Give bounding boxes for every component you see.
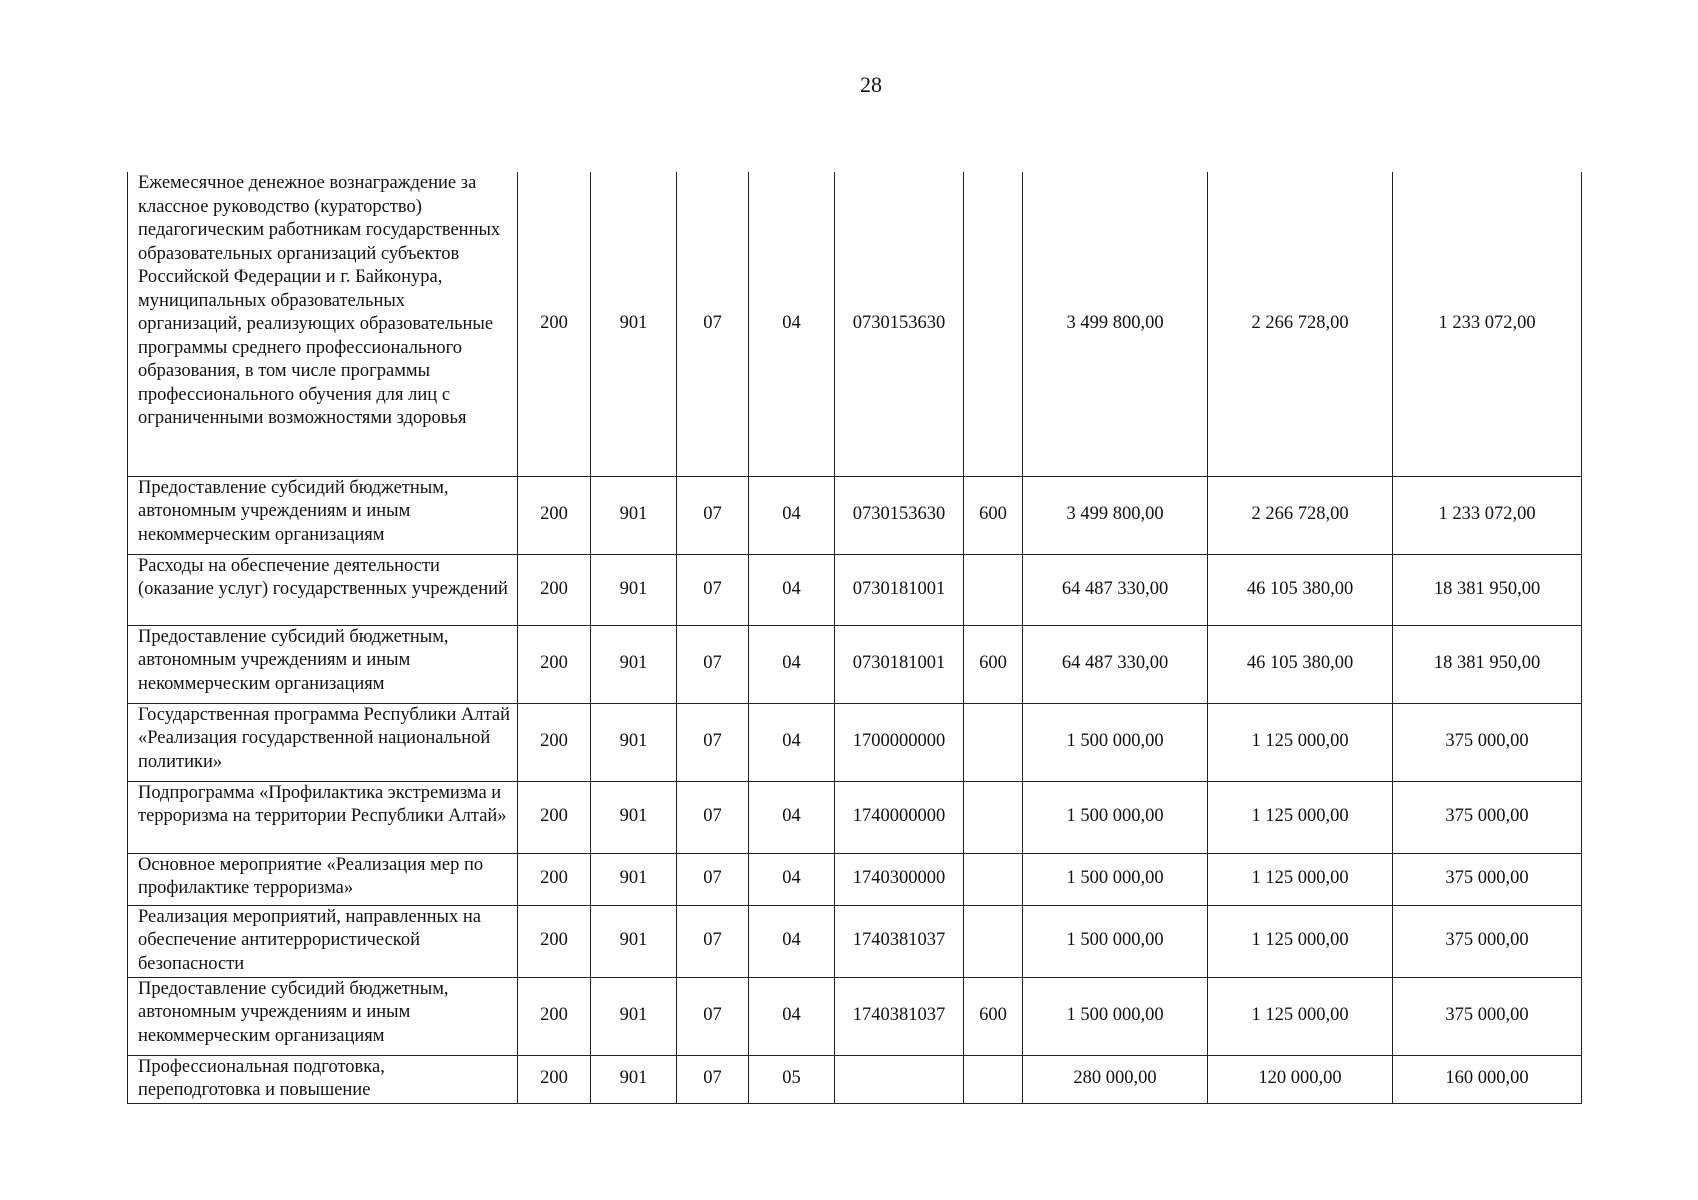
description-cell (128, 172, 518, 476)
description-cell (128, 1055, 518, 1103)
expense-type-cell (964, 781, 1023, 853)
total-amount-cell: 1 500 000,00 (1023, 977, 1208, 1055)
expense-type-cell: 600 (964, 977, 1023, 1055)
code-b-cell: 901 (591, 853, 677, 905)
total-amount-cell: 3 499 800,00 (1023, 476, 1208, 554)
target-article-cell (835, 1055, 964, 1103)
subsection-cell: 04 (749, 554, 835, 625)
code-b-cell: 901 (591, 625, 677, 703)
amount-2-cell: 375 000,00 (1393, 905, 1582, 977)
row-description: Расходы на обеспечение деятельности (оказание услуг) государственных учреждений (138, 555, 508, 599)
row-description: Государственная программа Республики Алтай «Реализация государственной национальной политики» (138, 704, 511, 772)
subsection-cell: 04 (749, 905, 835, 977)
code-b-cell: 901 (591, 703, 677, 781)
expense-type-cell: 600 (964, 625, 1023, 703)
description-cell (128, 554, 518, 625)
expense-type-cell (964, 703, 1023, 781)
expense-type-cell (964, 905, 1023, 977)
code-a-cell: 200 (518, 625, 591, 703)
amount-1-cell: 2 266 728,00 (1208, 172, 1393, 476)
subsection-cell: 04 (749, 172, 835, 476)
code-b-cell: 901 (591, 781, 677, 853)
subsection-cell: 04 (749, 781, 835, 853)
subsection-cell: 04 (749, 625, 835, 703)
subsection-cell: 05 (749, 1055, 835, 1103)
code-a-cell: 200 (518, 1055, 591, 1103)
expense-type-cell (964, 853, 1023, 905)
amount-1-cell: 46 105 380,00 (1208, 554, 1393, 625)
code-a-cell: 200 (518, 703, 591, 781)
description-cell (128, 781, 518, 853)
section-cell: 07 (677, 1055, 749, 1103)
table-row (128, 977, 1582, 1055)
expense-type-cell (964, 172, 1023, 476)
table-row (128, 781, 1582, 853)
target-article-cell: 1740300000 (835, 853, 964, 905)
description-cell (128, 853, 518, 905)
target-article-cell: 1740000000 (835, 781, 964, 853)
table-row (128, 625, 1582, 703)
row-description: Подпрограмма «Профилактика экстремизма и терроризма на территории Республики Алтай» (138, 782, 507, 826)
amount-2-cell: 18 381 950,00 (1393, 625, 1582, 703)
amount-2-cell: 375 000,00 (1393, 703, 1582, 781)
amount-1-cell: 120 000,00 (1208, 1055, 1393, 1103)
budget-table (127, 172, 1582, 1104)
description-cell (128, 905, 518, 977)
table-row (128, 172, 1582, 476)
description-cell (128, 977, 518, 1055)
target-article-cell: 0730153630 (835, 476, 964, 554)
section-cell: 07 (677, 172, 749, 476)
section-cell: 07 (677, 853, 749, 905)
expense-type-cell: 600 (964, 476, 1023, 554)
total-amount-cell: 1 500 000,00 (1023, 905, 1208, 977)
amount-2-cell: 1 233 072,00 (1393, 476, 1582, 554)
table-row (128, 703, 1582, 781)
total-amount-cell: 280 000,00 (1023, 1055, 1208, 1103)
amount-2-cell: 375 000,00 (1393, 977, 1582, 1055)
section-cell: 07 (677, 625, 749, 703)
description-cell (128, 625, 518, 703)
row-description: Основное мероприятие «Реализация мер по профилактике терроризма» (138, 854, 484, 898)
expense-type-cell (964, 554, 1023, 625)
subsection-cell: 04 (749, 853, 835, 905)
amount-2-cell: 375 000,00 (1393, 781, 1582, 853)
code-b-cell: 901 (591, 554, 677, 625)
target-article-cell: 1700000000 (835, 703, 964, 781)
row-description: Профессиональная подготовка, переподготовка и повышение (138, 1056, 385, 1100)
row-description: Предоставление субсидий бюджетным, автономным учреждениям и иным некоммерческим организациям (138, 978, 449, 1046)
amount-2-cell: 160 000,00 (1393, 1055, 1582, 1103)
code-b-cell: 901 (591, 1055, 677, 1103)
code-b-cell: 901 (591, 476, 677, 554)
table-row (128, 1055, 1582, 1103)
code-a-cell: 200 (518, 977, 591, 1055)
total-amount-cell: 64 487 330,00 (1023, 554, 1208, 625)
amount-1-cell: 46 105 380,00 (1208, 625, 1393, 703)
total-amount-cell: 1 500 000,00 (1023, 781, 1208, 853)
expense-type-cell (964, 1055, 1023, 1103)
section-cell: 07 (677, 781, 749, 853)
section-cell: 07 (677, 476, 749, 554)
amount-1-cell: 1 125 000,00 (1208, 853, 1393, 905)
amount-2-cell: 1 233 072,00 (1393, 172, 1582, 476)
code-a-cell: 200 (518, 476, 591, 554)
section-cell: 07 (677, 554, 749, 625)
description-cell (128, 476, 518, 554)
section-cell: 07 (677, 703, 749, 781)
page-number: 28 (860, 72, 882, 97)
section-cell: 07 (677, 905, 749, 977)
code-a-cell: 200 (518, 853, 591, 905)
code-a-cell: 200 (518, 172, 591, 476)
total-amount-cell: 64 487 330,00 (1023, 625, 1208, 703)
amount-1-cell: 1 125 000,00 (1208, 977, 1393, 1055)
total-amount-cell: 3 499 800,00 (1023, 172, 1208, 476)
description-cell (128, 703, 518, 781)
table-row (128, 905, 1582, 977)
subsection-cell: 04 (749, 476, 835, 554)
amount-1-cell: 1 125 000,00 (1208, 703, 1393, 781)
code-a-cell: 200 (518, 781, 591, 853)
code-b-cell: 901 (591, 977, 677, 1055)
amount-1-cell: 1 125 000,00 (1208, 905, 1393, 977)
subsection-cell: 04 (749, 977, 835, 1055)
total-amount-cell: 1 500 000,00 (1023, 853, 1208, 905)
table-body (128, 172, 1582, 1103)
target-article-cell: 1740381037 (835, 905, 964, 977)
section-cell: 07 (677, 977, 749, 1055)
target-article-cell: 0730153630 (835, 172, 964, 476)
row-description: Реализация мероприятий, направленных на обеспечение антитеррористической безопасности (138, 906, 481, 974)
total-amount-cell: 1 500 000,00 (1023, 703, 1208, 781)
code-a-cell: 200 (518, 905, 591, 977)
target-article-cell: 1740381037 (835, 977, 964, 1055)
target-article-cell: 0730181001 (835, 625, 964, 703)
row-description: Предоставление субсидий бюджетным, автономным учреждениям и иным некоммерческим организациям (138, 477, 449, 545)
amount-2-cell: 375 000,00 (1393, 853, 1582, 905)
row-description: Ежемесячное денежное вознаграждение за классное руководство (кураторство) педагогическим работникам государственных образовательных организаций субъектов Российской Федерации и г. Байконура, муниципальных образовательных организаций, реализующих образовательные программы среднего профессионального образования, в том числе программы профессионального обучения для лиц с ограниченными возможностями здоровья (138, 173, 501, 428)
code-b-cell: 901 (591, 172, 677, 476)
target-article-cell: 0730181001 (835, 554, 964, 625)
table-row (128, 554, 1582, 625)
table-row (128, 476, 1582, 554)
amount-1-cell: 1 125 000,00 (1208, 781, 1393, 853)
code-b-cell: 901 (591, 905, 677, 977)
table-row (128, 853, 1582, 905)
subsection-cell: 04 (749, 703, 835, 781)
row-description: Предоставление субсидий бюджетным, автономным учреждениям и иным некоммерческим организациям (138, 626, 449, 694)
code-a-cell: 200 (518, 554, 591, 625)
amount-1-cell: 2 266 728,00 (1208, 476, 1393, 554)
amount-2-cell: 18 381 950,00 (1393, 554, 1582, 625)
